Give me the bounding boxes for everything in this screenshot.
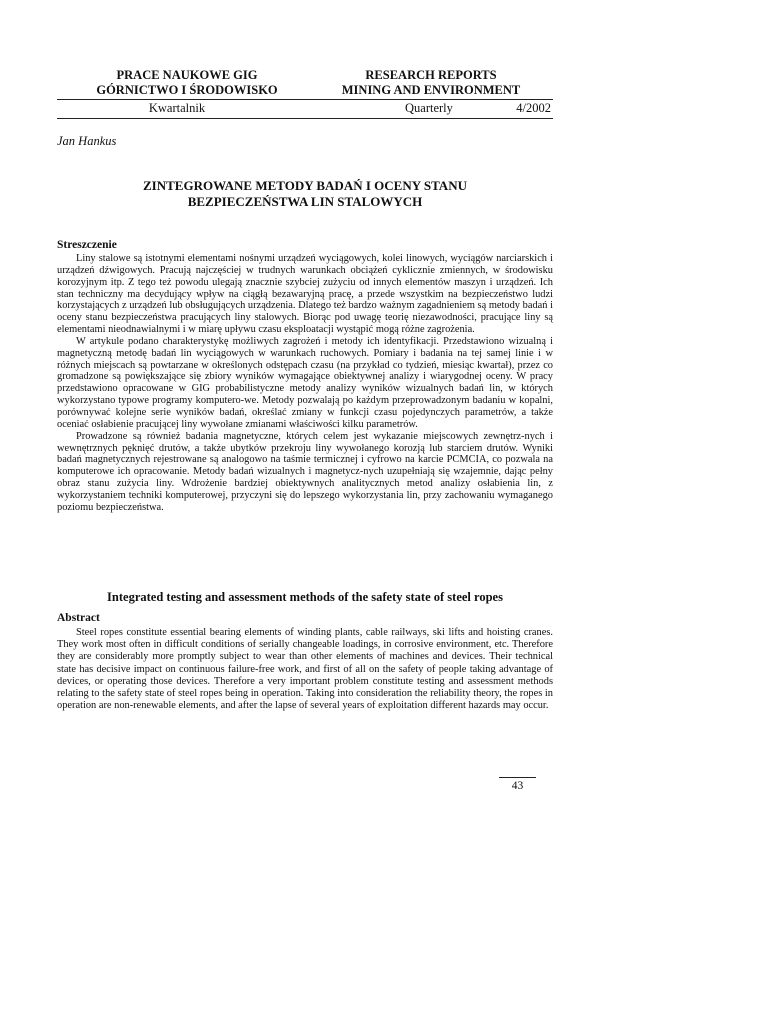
article-title-en: Integrated testing and assessment methods of the safety state of steel ropes (107, 590, 503, 604)
abstract-heading-pl: Streszczenie (57, 239, 117, 251)
author-name: Jan Hankus (57, 134, 117, 148)
abstract-paragraph-pl-3: Prowadzone są również badania magnetyczne, których celem jest wykazanie miejscowych zewnętrz-nych i wewnętrznych pęknięć drutów, a także ubytków przekroju liny wywołanego korozją lub starciem drutów. Wyniki badań magnetycznych rejestrowane są analogowo na taśmie termicznej i cyfrowo na karcie PCMCIA, co pozwala na komputerowe ich opracowanie. Metody badań wizualnych i magnetycz-nych uzupełniają się wzajemnie, dając pełny obraz stanu zużycia liny. Wdrożenie bardziej obiektywnych analitycznych metod analizy osłabienia lin, z wykorzystaniem techniki komputerowej, przyczyni się do lepszego wykorzystania lin, przy zachowaniu wymaganego poziomu bezpieczeństwa. (57, 430, 553, 513)
abstract-body-pl (57, 253, 553, 514)
page-number-rule (499, 777, 536, 778)
abstract-heading-en: Abstract (57, 612, 100, 624)
issue-number: 4/2002 (516, 101, 551, 115)
journal-page (57, 0, 553, 1024)
frequency-en: Quarterly (405, 101, 453, 115)
title-line-1: ZINTEGROWANE METODY BADAŃ I OCENY STANU (143, 178, 467, 193)
header-rule-bottom (57, 118, 553, 119)
page-number: 43 (511, 780, 524, 792)
frequency-pl: Kwartalnik (148, 101, 206, 115)
journal-name-en: RESEARCH REPORTS (365, 68, 497, 82)
journal-name-pl: PRACE NAUKOWE GIG (116, 68, 258, 82)
journal-subtitle-pl: GÓRNICTWO I ŚRODOWISKO (96, 83, 278, 97)
abstract-paragraph-pl-1: Liny stalowe są istotnymi elementami nośnymi urządzeń wyciągowych, kolei linowych, wyciągów narciarskich i urządzeń dźwigowych. Pracują najczęściej w trudnych warunkach obciążeń cyklicznie zmiennych, w środowisku korozyjnym itp. Z tego też powodu ulegają znacznie szybciej zużyciu od innych elementów maszyn i urządzeń. Ich stan techniczny ma decydujący wpływ na ciągłą bezawaryjną pracę, a przede wszystkim na bezpieczeństwo ludzi korzystających z urządzeń lub obsługujących urządzenia. Dlatego też bardzo ważnym zagadnieniem są metody badań i oceny stanu bezpieczeństwa pracujących liny stalowych. Biorąc pod uwagę teorię niezawodności, pracujące liny są elementami nieodnawialnymi i w miarę upływu czasu eksploatacji wystąpić mogą różne zagrożenia. (57, 253, 553, 336)
journal-subtitle-en: MINING AND ENVIRONMENT (341, 83, 521, 97)
title-line-2: BEZPIECZEŃSTWA LIN STALOWYCH (187, 194, 423, 209)
abstract-paragraph-pl-2: W artykule podano charakterystykę możliwych zagrożeń i metody ich identyfikacji. Przedstawiono wizualną i magnetyczną metodę badań lin wyciągowych w warunkach ruchowych. Pomiary i badania na tej samej linie i w różnych miejscach są powtarzane w określonych odstępach czasu (na przykład co tydzień, miesiąc kwartał), przez co gromadzone są powiększające się zbiory wyników wymagające obiektywnej analizy i wiarygodnej oceny. W pracy przedstawiono opracowane w GIG probabilistyczne metody analizy wyników wizualnych badań lin, w których wykorzystano typowe programy komputero-we. Metody pozwalają po każdym przeprowadzonym badaniu w kopalni, porównywać kolejne serie wyników badań, określać zmiany w funkcji czasu pojedynczych parametrów, a także oceniać osłabienie pracującej liny wywołane zmianami właściwości kilku parametrów. (57, 335, 553, 430)
abstract-paragraph-en: Steel ropes constitute essential bearing elements of winding plants, cable railways, ski lifts and hoisting cranes. They work most often in difficult conditions of serially changeable loadings, in corrosive environment, etc. Therefore they are considerably more promptly subject to wear than other elements of machines and devices. Their technical state has decisive impact on continuous failure-free work, and first of all on the safety of people taking advantage of devices, or operating those devices. Therefore a very important problem constitute testing and assessment methods relating to the safety state of steel ropes being in operation. Taking into consideration the reliability theory, the ropes in operation are non-renewable elements, and after the lapse of several years of exploitation different hazards may occur. (57, 627, 553, 712)
abstract-body-en (57, 627, 553, 712)
header-rule-top (57, 99, 553, 100)
article-title-pl (57, 178, 553, 210)
